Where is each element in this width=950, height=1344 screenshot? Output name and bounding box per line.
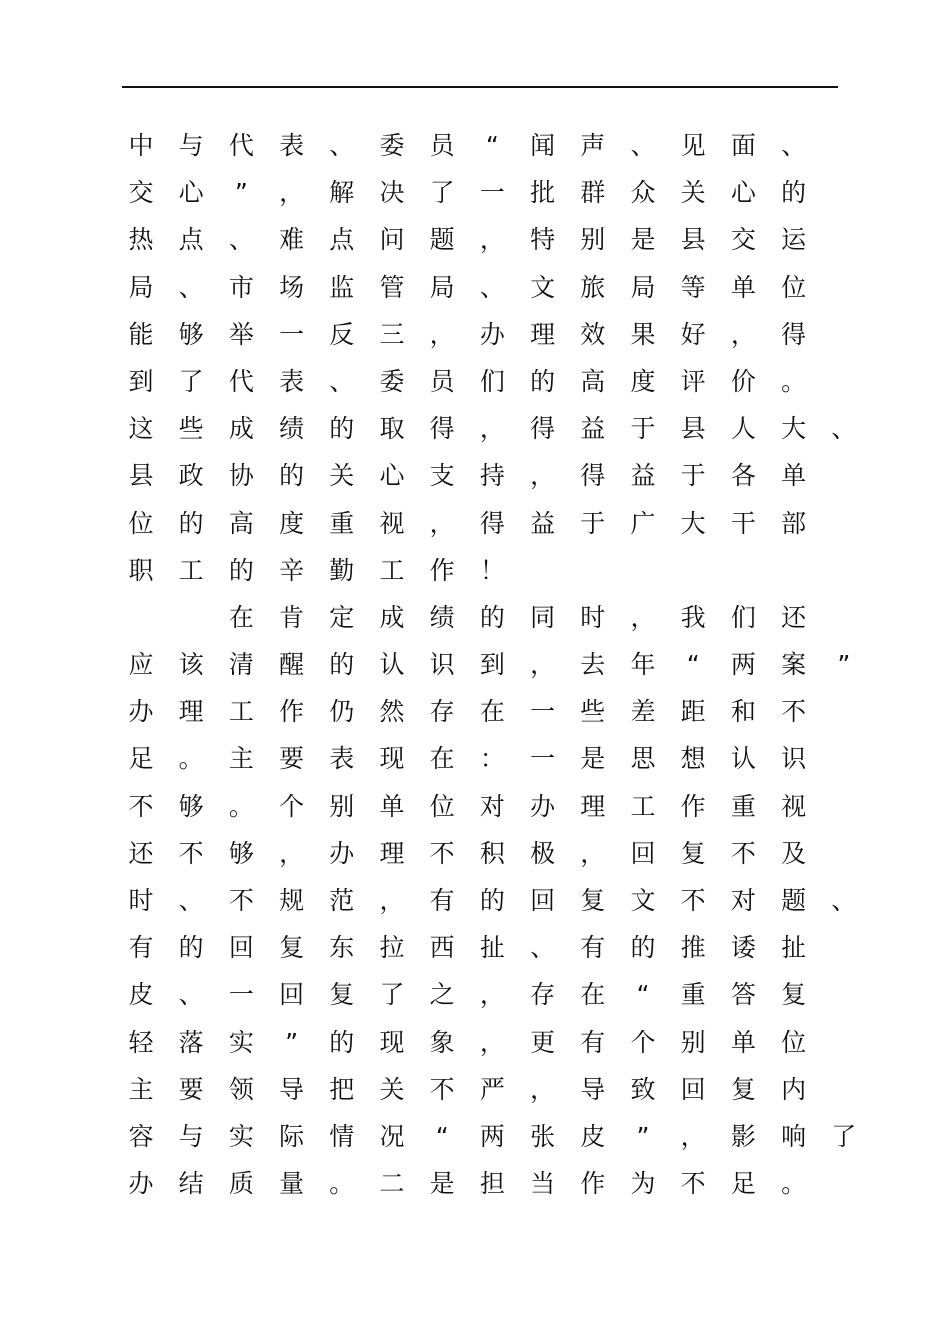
- text-line: 时 、 不 规 范 ， 有 的 回 复 文 不 对 题 、: [128, 886, 857, 915]
- text-line: 容 与 实 际 情 况 “ 两 张 皮 ” ， 影 响 了: [128, 1121, 857, 1151]
- text-line: 局 、 市 场 监 管 局 、 文 旅 局 等 单 位: [128, 272, 807, 302]
- text-line: 办 结 质 量 。 二 是 担 当 作 为 不 足 。: [128, 1169, 807, 1199]
- text-line: 足 。 主 要 表 现 在 ： 一 是 思 想 认 识: [128, 744, 807, 774]
- text-line: 职 工 的 辛 勤 工 作 ！: [128, 555, 505, 585]
- body-text: [0, 122, 950, 1207]
- text-line: 县 政 协 的 关 心 支 持 ， 得 益 于 各 单: [128, 461, 807, 491]
- header-rule: [122, 86, 838, 88]
- text-line: 交 心 ” ， 解 决 了 一 批 群 众 关 心 的: [128, 178, 807, 208]
- text-line: 中 与 代 表 、 委 员 “ 闻 声 、 见 面 、: [128, 131, 807, 160]
- text-line: 主 要 领 导 把 关 不 严 ， 导 致 回 复 内: [128, 1074, 807, 1104]
- text-line: 还 不 够 ， 办 理 不 积 极 ， 回 复 不 及: [128, 838, 807, 868]
- text-line: 有 的 回 复 东 拉 西 扯 、 有 的 推 诿 扯: [128, 933, 807, 963]
- paragraph-first-line: 在 肯 定 成 绩 的 同 时 ， 我 们 还: [228, 602, 807, 632]
- text-line: 办 理 工 作 仍 然 存 在 一 些 差 距 和 不: [128, 697, 807, 727]
- text-line: 皮 、 一 回 复 了 之 ， 存 在 “ 重 答 复: [128, 980, 807, 1010]
- text-line: 能 够 举 一 反 三 ， 办 理 效 果 好 ， 得: [128, 319, 807, 349]
- text-line: 轻 落 实 ” 的 现 象 ， 更 有 个 别 单 位: [128, 1027, 807, 1057]
- text-line: 这 些 成 绩 的 取 得 ， 得 益 于 县 人 大 、: [128, 414, 857, 444]
- text-line: 热 点 、 难 点 问 题 ， 特 别 是 县 交 运: [128, 225, 807, 255]
- text-line: 应 该 清 醒 的 认 识 到 ， 去 年 “ 两 案 ”: [128, 650, 851, 680]
- text-line: 不 够 。 个 别 单 位 对 办 理 工 作 重 视: [128, 791, 807, 821]
- text-line: 到 了 代 表 、 委 员 们 的 高 度 评 价 。: [128, 366, 807, 396]
- text-line: 位 的 高 度 重 视 ， 得 益 于 广 大 干 部: [128, 508, 807, 538]
